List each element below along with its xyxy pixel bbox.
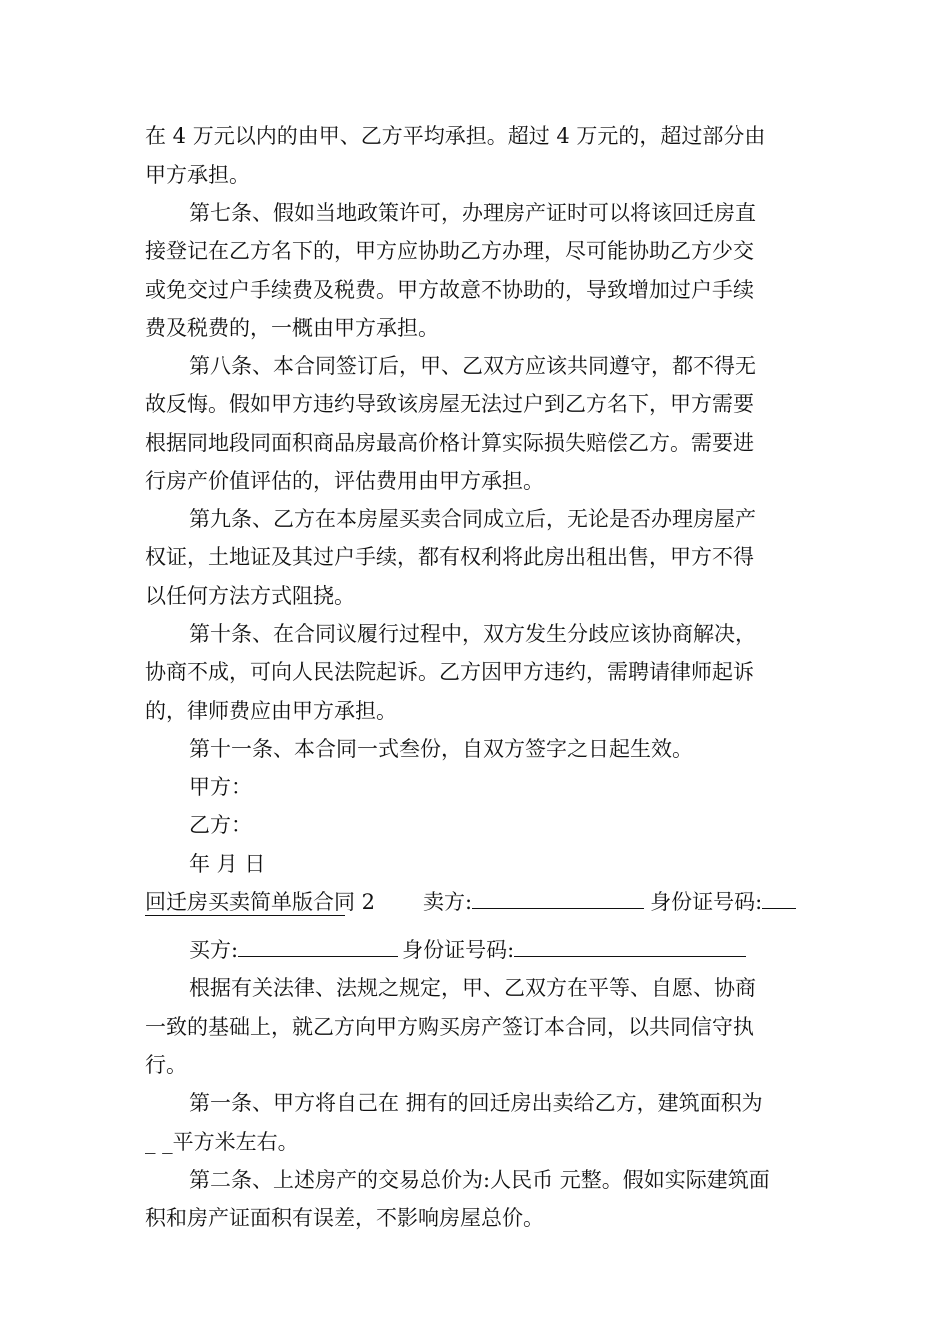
text-line: 或免交过户手续费及税费。甲方故意不协助的，导致增加过户手续 [145, 278, 754, 302]
buyer-id-label: 身份证号码: [402, 938, 515, 962]
text-line: 费及税费的，一概由甲方承担。 [145, 316, 439, 340]
text-line: _ _平方米左右。 [145, 1130, 299, 1154]
buyer-blank [238, 938, 398, 957]
buyer-line [189, 936, 746, 964]
text-line: 以任何方法方式阻挠。 [145, 584, 355, 608]
text-line: 协商不成，可向人民法院起诉。乙方因甲方违约，需聘请律师起诉 [145, 660, 754, 684]
seller-id-label: 身份证号码: [650, 890, 763, 914]
preamble-line: 根据有关法律、法规之规定，甲、乙双方在平等、自愿、协商 [189, 976, 756, 1000]
article-10-heading-line: 第十条、在合同议履行过程中，双方发生分歧应该协商解决， [189, 622, 756, 646]
buyer-id-blank [514, 938, 746, 957]
contract-2-title: 回迁房买卖简单版合同 2 [145, 890, 376, 914]
article-1-heading-line: 第一条、甲方将自己在 拥有的回迁房出卖给乙方，建筑面积为 [189, 1091, 763, 1115]
seller-id-blank [762, 890, 796, 909]
article-11-line: 第十一条、本合同一式叁份，自双方签字之日起生效。 [189, 737, 693, 761]
party-a-signature-label: 甲方： [189, 775, 252, 799]
text-line: 权证，土地证及其过户手续，都有权利将此房出租出售，甲方不得 [145, 545, 754, 569]
text-line: 根据同地段同面积商品房最高价格计算实际损失赔偿乙方。需要进 [145, 431, 754, 455]
seller-id-blank-continued [145, 895, 345, 923]
text-line: 积和房产证面积有误差，不影响房屋总价。 [145, 1206, 544, 1230]
buyer-label: 买方: [189, 938, 239, 962]
seller-blank [472, 890, 644, 909]
text-line: 甲方承担。 [145, 163, 250, 187]
article-2-heading-line: 第二条、上述房产的交易总价为:人民币 元整。假如实际建筑面 [189, 1168, 770, 1192]
party-b-signature-label: 乙方： [189, 813, 252, 837]
text-line: 的，律师费应由甲方承担。 [145, 699, 397, 723]
text-line: 行房产价值评估的，评估费用由甲方承担。 [145, 469, 544, 493]
text-line: 一致的基础上，就乙方向甲方购买房产签订本合同，以共同信守执 [145, 1015, 754, 1039]
date-line: 年 月 日 [189, 852, 266, 876]
article-8-heading-line: 第八条、本合同签订后，甲、乙双方应该共同遵守，都不得无 [189, 354, 756, 378]
seller-label: 卖方: [423, 890, 473, 914]
text-line: 故反悔。假如甲方违约导致该房屋无法过户到乙方名下，甲方需要 [145, 392, 754, 416]
text-line: 行。 [145, 1053, 187, 1077]
text-line: 在 4 万元以内的由甲、乙方平均承担。超过 4 万元的，超过部分由 [145, 124, 766, 148]
article-9-heading-line: 第九条、乙方在本房屋买卖合同成立后，无论是否办理房屋产 [189, 507, 756, 531]
article-7-heading-line: 第七条、假如当地政策许可，办理房产证时可以将该回迁房直 [189, 201, 756, 225]
text-line: 接登记在乙方名下的，甲方应协助乙方办理，尽可能协助乙方少交 [145, 239, 754, 263]
